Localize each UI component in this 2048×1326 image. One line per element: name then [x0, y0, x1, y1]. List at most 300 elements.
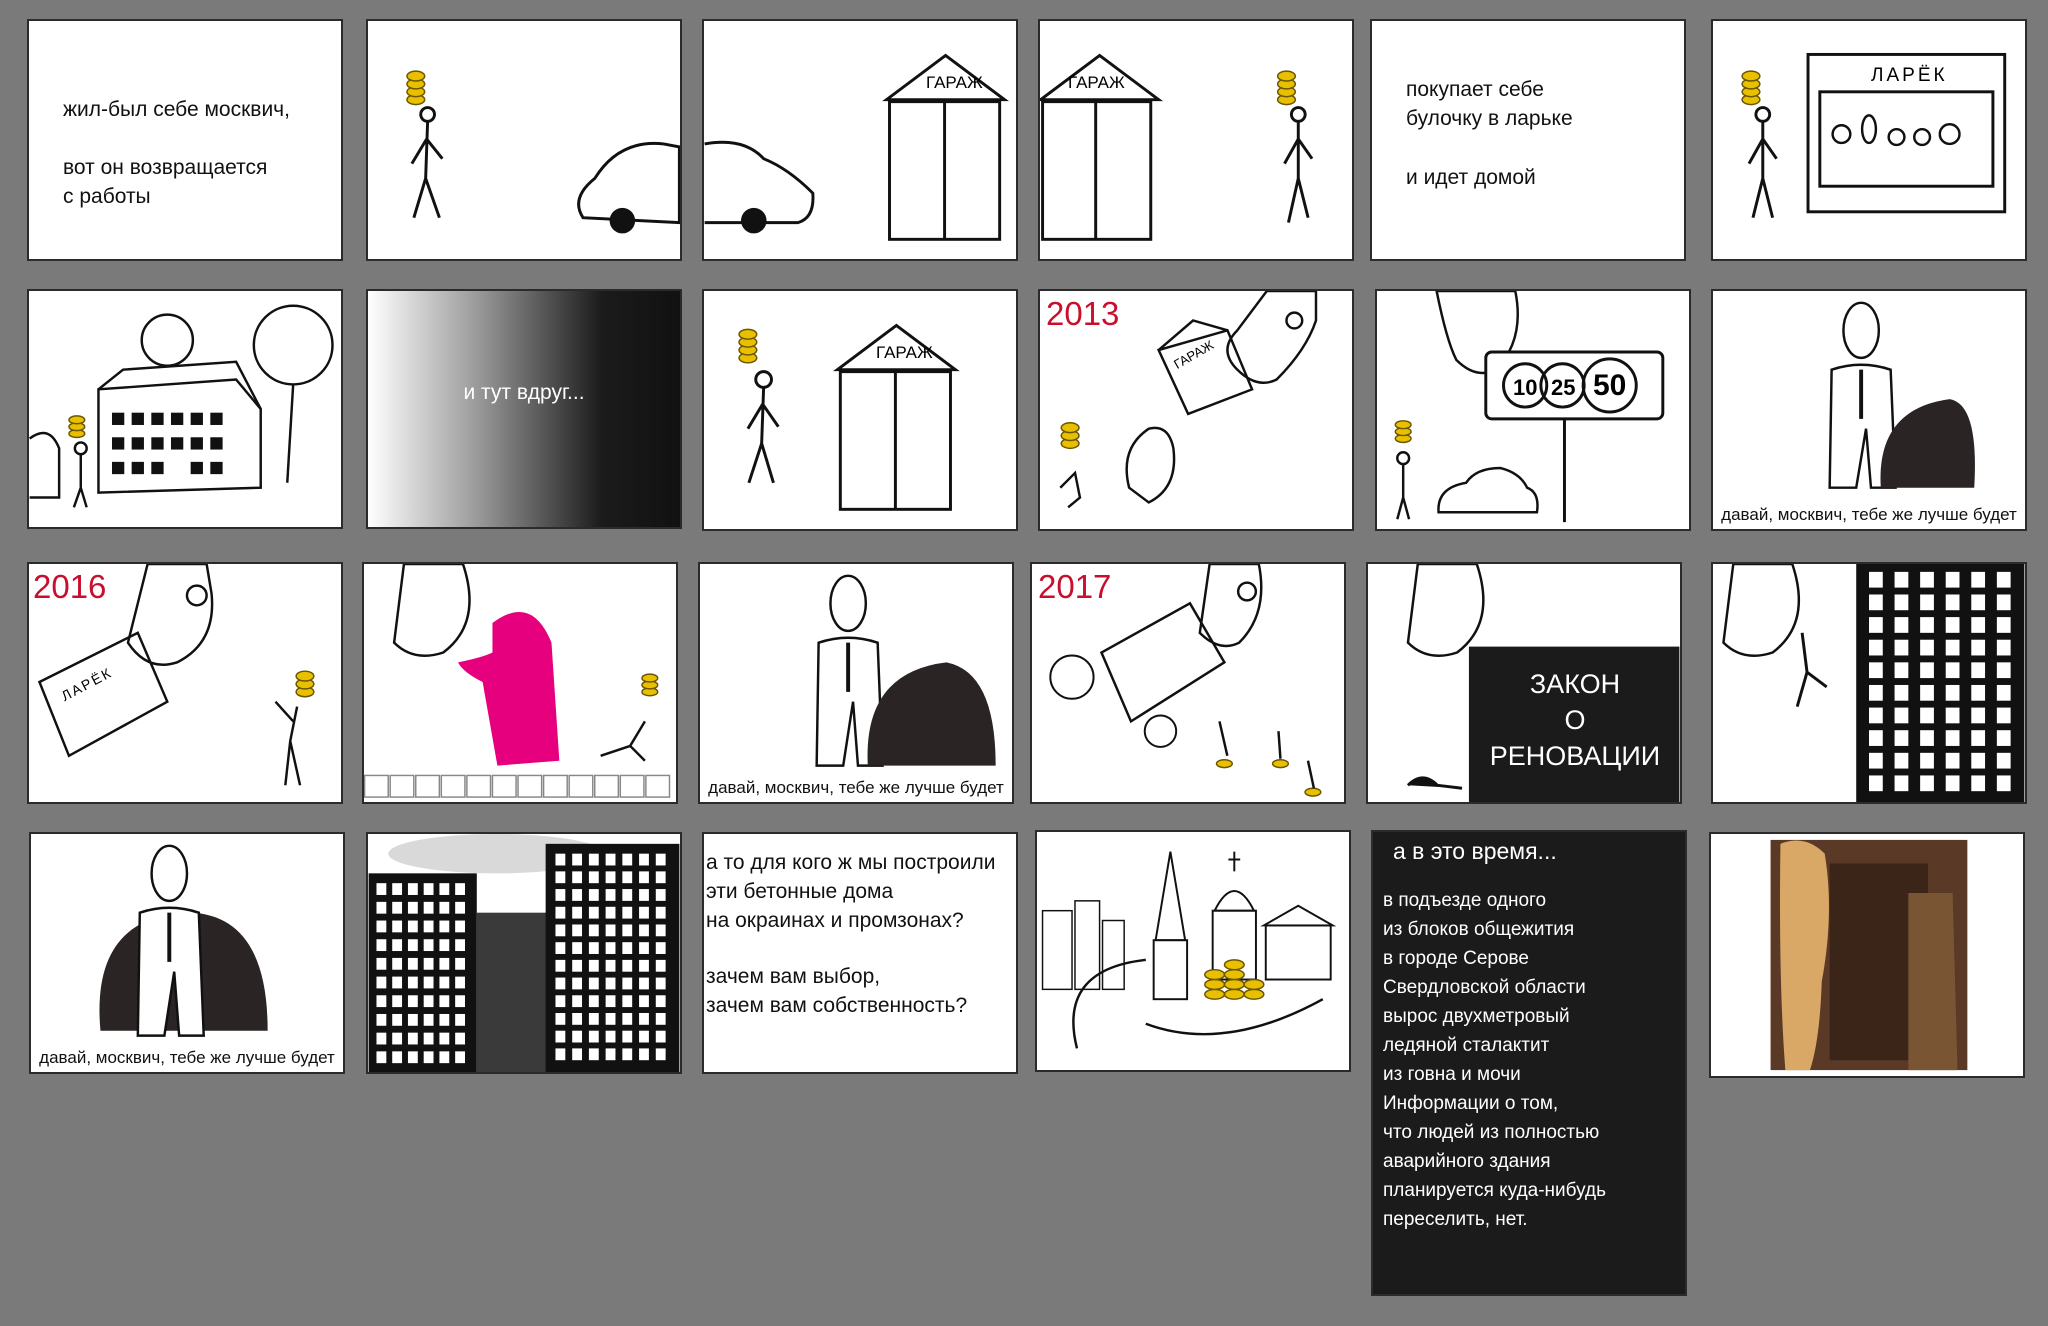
window	[589, 978, 599, 990]
window	[555, 1031, 565, 1043]
window	[455, 883, 465, 895]
window	[555, 907, 565, 919]
window	[622, 978, 632, 990]
window	[639, 1031, 649, 1043]
metro-sign-icon	[30, 433, 59, 498]
apartment-building-icon	[98, 362, 260, 493]
year-label: 2016	[33, 568, 107, 605]
window	[606, 942, 616, 954]
window	[1997, 775, 2011, 791]
panel-22-kremlin-gold	[1035, 830, 1351, 1072]
window	[424, 883, 434, 895]
meanwhile-title: а в это время...	[1393, 838, 1557, 864]
coin-icon	[1217, 760, 1321, 796]
official-purse-drawing	[700, 564, 1012, 802]
price-50: 50	[1593, 369, 1627, 402]
coin-stack-icon	[407, 71, 425, 104]
window	[656, 854, 666, 866]
panel-6-kiosk	[1711, 19, 2027, 261]
hand-icon	[1408, 564, 1483, 656]
window	[1997, 594, 2011, 610]
window	[439, 1051, 449, 1063]
window	[392, 939, 402, 951]
window	[1920, 572, 1934, 588]
window	[656, 889, 666, 901]
window	[1869, 662, 1883, 678]
window	[606, 1013, 616, 1025]
panel-9-man-garage	[702, 289, 1018, 531]
panel-8-suddenly	[366, 289, 682, 529]
window	[1946, 662, 1960, 678]
panel-15-official-purse	[698, 562, 1014, 804]
window	[408, 902, 418, 914]
kiosk-label: ЛАРЁК	[58, 663, 115, 705]
window	[589, 1031, 599, 1043]
window	[376, 958, 386, 970]
window	[376, 995, 386, 1007]
car-wheel-icon	[610, 208, 636, 234]
window	[1946, 685, 1960, 701]
window	[439, 1033, 449, 1045]
window	[1971, 753, 1985, 769]
window	[656, 960, 666, 972]
window	[589, 924, 599, 936]
concrete-line-2: зачем вам выбор, зачем вам собственность?	[706, 965, 968, 1017]
tree-icon	[142, 306, 333, 483]
window	[555, 1013, 565, 1025]
window	[589, 960, 599, 972]
window	[455, 902, 465, 914]
window	[572, 871, 582, 883]
window	[392, 995, 402, 1007]
window	[639, 889, 649, 901]
window	[1869, 640, 1883, 656]
window	[639, 1048, 649, 1060]
window	[1895, 753, 1909, 769]
window	[439, 977, 449, 989]
window	[1997, 685, 2011, 701]
window	[392, 1051, 402, 1063]
window	[455, 977, 465, 989]
window	[1997, 730, 2011, 746]
window	[656, 924, 666, 936]
kiosk-label: ЛАРЁК	[1871, 65, 1948, 86]
window	[392, 883, 402, 895]
caption: давай, москвич, тебе же лучше будет	[39, 1048, 335, 1067]
window	[656, 871, 666, 883]
panel-17-renovation-law	[1366, 562, 1682, 804]
window	[1997, 640, 2011, 656]
stick-man-icon	[74, 442, 87, 507]
panel-21-concrete-houses	[702, 832, 1018, 1074]
window	[622, 942, 632, 954]
window	[606, 889, 616, 901]
window	[622, 1048, 632, 1060]
intro-line-2: вот он возвращается с работы	[63, 156, 268, 208]
window	[1869, 572, 1883, 588]
panel-1-intro	[27, 19, 343, 261]
panel-16-year-2017	[1030, 562, 1346, 804]
meanwhile-body: в подъезде одного из блоков общежития в городе Серове Свердловской области вырос двухметровый ледяной сталактит из говна и мочи Информации о том, что людей из полностью аварийного здания планируется куда-нибудь переселить, нет.	[1383, 890, 1606, 1230]
window	[639, 1013, 649, 1025]
window	[1971, 594, 1985, 610]
window	[555, 960, 565, 972]
window	[606, 854, 616, 866]
window	[408, 921, 418, 933]
tile-row	[365, 775, 670, 797]
columns-building-icon	[1264, 906, 1333, 980]
garage-label: ГАРАЖ	[876, 343, 933, 362]
window	[1869, 685, 1883, 701]
window	[572, 854, 582, 866]
coin-stack-icon	[1278, 71, 1296, 104]
window	[606, 978, 616, 990]
window	[424, 939, 434, 951]
window	[589, 889, 599, 901]
window	[1920, 685, 1934, 701]
garage-icon	[1159, 321, 1252, 414]
panel-18-hand-highrise	[1711, 562, 2027, 804]
coin-stack-icon	[642, 674, 658, 696]
purse-icon	[868, 662, 996, 765]
window	[639, 995, 649, 1007]
window	[656, 978, 666, 990]
window	[455, 939, 465, 951]
window	[589, 942, 599, 954]
window	[1971, 640, 1985, 656]
window	[639, 924, 649, 936]
window	[1971, 708, 1985, 724]
purse-icon	[1880, 399, 1974, 488]
window	[622, 995, 632, 1007]
window	[1920, 617, 1934, 633]
window	[589, 907, 599, 919]
window	[589, 995, 599, 1007]
window	[572, 960, 582, 972]
window	[1895, 708, 1909, 724]
window	[639, 942, 649, 954]
garage-man-drawing	[1040, 21, 1352, 259]
window	[455, 995, 465, 1007]
stick-man-icon	[1749, 108, 1777, 218]
panel-12-official-purse	[1711, 289, 2027, 531]
window	[408, 883, 418, 895]
suddenly-text: и тут вдруг...	[463, 381, 585, 404]
panel-20-highrises	[366, 832, 682, 1074]
falling-car-icon	[1127, 428, 1174, 503]
buying-line-1: покупает себе булочку в ларьке	[1406, 78, 1573, 130]
hand-icon	[1227, 291, 1316, 383]
window	[1895, 617, 1909, 633]
window	[589, 1048, 599, 1060]
panel-19-official-purse	[29, 832, 345, 1074]
stick-man-icon	[1285, 108, 1313, 223]
kremlin-gold-drawing	[1037, 832, 1349, 1070]
panel-13-year-2016	[27, 562, 343, 804]
window	[639, 854, 649, 866]
window	[1946, 572, 1960, 588]
window	[439, 939, 449, 951]
hand-icon	[128, 564, 212, 665]
window	[424, 1051, 434, 1063]
stick-man-icon	[412, 108, 442, 218]
window	[1869, 730, 1883, 746]
kiosk-drawing	[1713, 21, 2025, 259]
window	[424, 921, 434, 933]
window	[439, 995, 449, 1007]
panel-4-garage-man	[1038, 19, 1354, 261]
window	[555, 889, 565, 901]
panel-3-car-garage	[702, 19, 1018, 261]
window	[1971, 662, 1985, 678]
window	[1946, 708, 1960, 724]
window	[455, 958, 465, 970]
coin-stack-icon	[1742, 71, 1760, 104]
hand-icon	[1723, 564, 1798, 656]
window	[1895, 594, 1909, 610]
window	[439, 921, 449, 933]
window	[1997, 708, 2011, 724]
garage-label: ГАРАЖ	[926, 73, 983, 92]
buying-line-2: и идет домой	[1406, 166, 1536, 189]
window	[656, 1031, 666, 1043]
hand-highrise-drawing	[1713, 564, 2025, 802]
window	[376, 883, 386, 895]
window	[606, 1048, 616, 1060]
window	[376, 939, 386, 951]
window	[622, 871, 632, 883]
window	[572, 889, 582, 901]
highrise-icon	[1856, 564, 2024, 802]
window	[392, 977, 402, 989]
window	[1946, 617, 1960, 633]
stick-man-icon	[748, 372, 778, 483]
window	[424, 958, 434, 970]
window	[408, 958, 418, 970]
window	[1895, 640, 1909, 656]
window	[572, 1048, 582, 1060]
apartment-building-icon	[1101, 603, 1224, 721]
window	[1920, 775, 1934, 791]
window	[1895, 685, 1909, 701]
year-label: 2017	[1038, 568, 1112, 605]
window	[656, 907, 666, 919]
intro-line-1: жил-был себе москвич,	[63, 98, 290, 121]
window	[572, 907, 582, 919]
window	[1869, 594, 1883, 610]
window	[376, 977, 386, 989]
falling-man-icon	[1219, 721, 1313, 788]
window	[1895, 775, 1909, 791]
panel-10-year-2013	[1038, 289, 1354, 531]
window	[424, 1033, 434, 1045]
caption: давай, москвич, тебе же лучше будет	[708, 778, 1004, 797]
walking-man-car-drawing	[368, 21, 680, 259]
window	[439, 883, 449, 895]
window	[1920, 708, 1934, 724]
parking-price-drawing	[1377, 291, 1689, 529]
window	[455, 921, 465, 933]
window	[622, 854, 632, 866]
pink-monster-drawing	[364, 564, 676, 802]
window	[555, 924, 565, 936]
coin-stack-icon	[1061, 423, 1079, 449]
window	[656, 942, 666, 954]
car-wheel-icon	[741, 208, 767, 234]
panel-7-home-yard	[27, 289, 343, 529]
concrete-line-1: а то для кого ж мы построили эти бетонные дома на окраинах и промзонах?	[706, 851, 996, 932]
window	[639, 960, 649, 972]
window	[1971, 685, 1985, 701]
window	[1895, 662, 1909, 678]
highrises-drawing	[368, 834, 680, 1072]
window	[1920, 640, 1934, 656]
hand-icon	[394, 564, 469, 656]
law-text: ЗАКОН О РЕНОВАЦИИ	[1489, 669, 1661, 771]
window	[1997, 617, 2011, 633]
window	[376, 1033, 386, 1045]
stick-man-icon	[1797, 633, 1827, 707]
panel-24-stalactite-photo	[1709, 832, 2025, 1078]
window	[606, 960, 616, 972]
window	[555, 995, 565, 1007]
window	[1946, 640, 1960, 656]
window	[639, 871, 649, 883]
window	[1971, 572, 1985, 588]
window	[424, 977, 434, 989]
window	[1869, 708, 1883, 724]
window	[622, 907, 632, 919]
window	[408, 995, 418, 1007]
window	[392, 1033, 402, 1045]
window	[1895, 730, 1909, 746]
man-garage-drawing	[704, 291, 1016, 529]
falling-man-icon	[1060, 473, 1080, 507]
window	[589, 854, 599, 866]
window	[424, 1014, 434, 1026]
stick-man-icon	[601, 721, 645, 760]
window	[656, 995, 666, 1007]
window	[572, 995, 582, 1007]
window	[622, 924, 632, 936]
highrise-middle	[477, 913, 556, 1072]
window	[589, 871, 599, 883]
price-10: 10	[1513, 375, 1538, 400]
window	[1920, 662, 1934, 678]
kiosk-goods-icon	[1833, 115, 1960, 145]
year-label: 2013	[1046, 295, 1120, 332]
window	[1971, 617, 1985, 633]
kiosk-icon	[39, 633, 167, 756]
window	[1997, 662, 2011, 678]
window	[1946, 730, 1960, 746]
stick-man-icon	[275, 702, 300, 786]
official-purse-drawing	[31, 834, 343, 1072]
window	[408, 1033, 418, 1045]
window	[392, 921, 402, 933]
window	[656, 1013, 666, 1025]
window	[606, 995, 616, 1007]
panel-14-pink-monster	[362, 562, 678, 804]
window	[1895, 572, 1909, 588]
garage-label: ГАРАЖ	[1068, 73, 1125, 92]
window	[1920, 730, 1934, 746]
window	[1946, 753, 1960, 769]
stalactite-photo	[1711, 834, 2023, 1076]
window	[439, 958, 449, 970]
window	[1971, 775, 1985, 791]
window	[572, 942, 582, 954]
panel-11-parking-price	[1375, 289, 1691, 531]
window	[376, 902, 386, 914]
coin-stack-icon	[739, 329, 757, 362]
window	[392, 958, 402, 970]
panel-5-buying-bun	[1370, 19, 1686, 261]
panel-23-meanwhile	[1371, 830, 1687, 1296]
window	[622, 1031, 632, 1043]
window	[1997, 572, 2011, 588]
window	[639, 978, 649, 990]
window	[1946, 594, 1960, 610]
window	[572, 978, 582, 990]
window	[439, 902, 449, 914]
panel-2-walking-man-car	[366, 19, 682, 261]
window	[572, 1031, 582, 1043]
window	[572, 924, 582, 936]
window	[572, 1013, 582, 1025]
coin-stack-icon	[296, 671, 314, 697]
window	[424, 995, 434, 1007]
window	[408, 1014, 418, 1026]
window	[408, 1051, 418, 1063]
window	[376, 1051, 386, 1063]
caption: давай, москвич, тебе же лучше будет	[1721, 505, 2017, 524]
window	[622, 960, 632, 972]
window	[555, 854, 565, 866]
window	[589, 1013, 599, 1025]
window	[606, 1031, 616, 1043]
window	[1920, 753, 1934, 769]
car-icon	[1438, 468, 1537, 512]
window	[1946, 775, 1960, 791]
window	[555, 942, 565, 954]
coin-stack-icon	[1395, 421, 1411, 443]
window	[555, 871, 565, 883]
window	[606, 907, 616, 919]
fallen-man-icon	[1408, 778, 1462, 788]
window	[376, 921, 386, 933]
window	[1997, 753, 2011, 769]
price-25: 25	[1551, 375, 1576, 400]
window	[1869, 753, 1883, 769]
window	[555, 978, 565, 990]
window	[656, 1048, 666, 1060]
window	[1920, 594, 1934, 610]
window	[1869, 775, 1883, 791]
fence-icon	[1073, 960, 1322, 1049]
window	[639, 907, 649, 919]
window	[439, 1014, 449, 1026]
kremlin-tower-icon	[1154, 852, 1187, 1000]
coin-stack-icon	[69, 416, 85, 438]
window	[392, 1014, 402, 1026]
stick-man-icon	[1397, 452, 1409, 519]
home-yard-drawing	[29, 291, 341, 527]
window	[622, 1013, 632, 1025]
window	[622, 889, 632, 901]
city-blocks-icon	[1043, 901, 1125, 990]
window	[1869, 617, 1883, 633]
